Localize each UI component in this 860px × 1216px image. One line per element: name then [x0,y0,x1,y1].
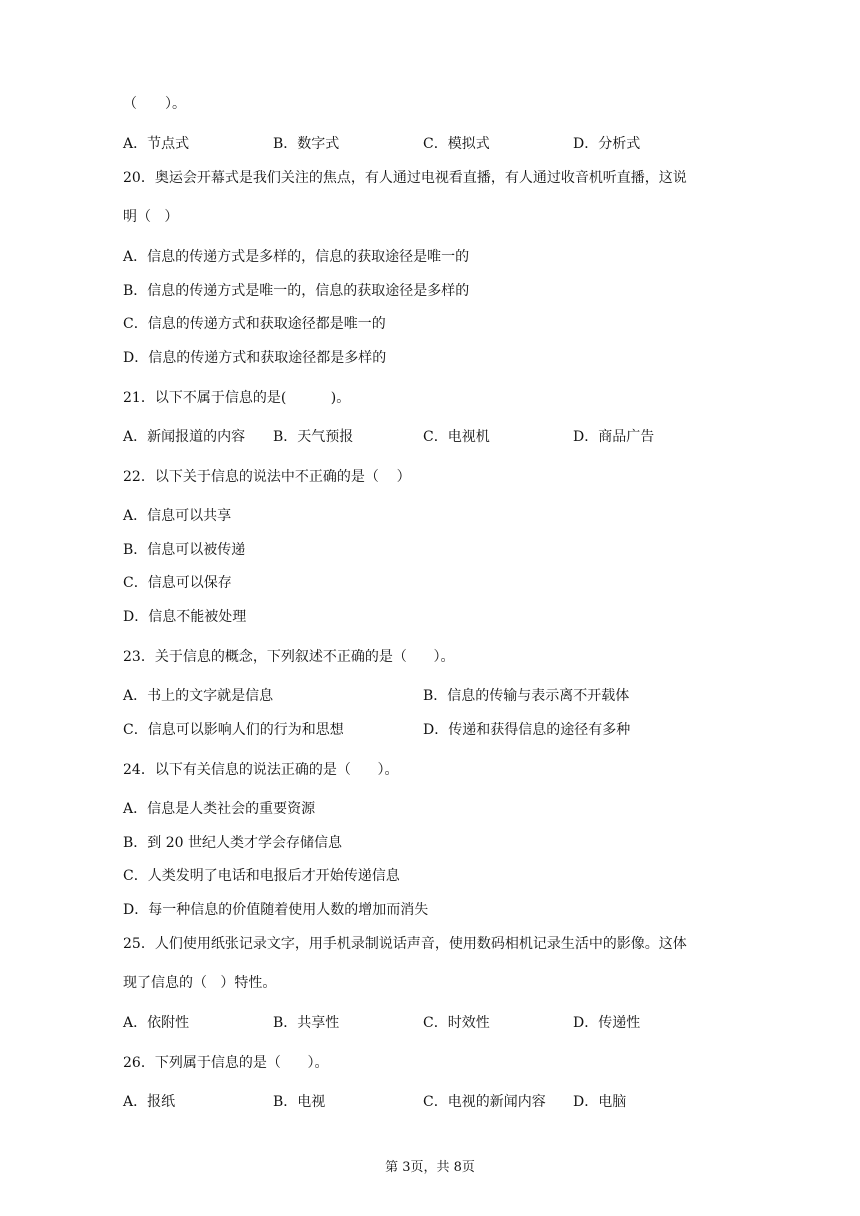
q25-option-d: D．传递性 [573,1015,641,1031]
q19-tail: （ ）。 [123,96,186,112]
q21-option-b: B．天气预报 [273,429,354,445]
q25-option-c: C．时效性 [423,1015,490,1031]
q24-stem: 24．以下有关信息的说法正确的是（ ）。 [123,762,399,778]
q20-option-a: A．信息的传递方式是多样的，信息的获取途径是唯一的 [123,249,470,265]
q23-stem: 23．关于信息的概念，下列叙述不正确的是（ ）。 [123,649,455,665]
q20-option-c: C．信息的传递方式和获取途径都是唯一的 [123,316,386,332]
q23-option-c: C．信息可以影响人们的行为和思想 [123,722,344,738]
q20-option-b: B．信息的传递方式是唯一的，信息的获取途径是多样的 [123,283,470,299]
q19-option-b: B．数字式 [273,136,340,152]
q23-option-b: B．信息的传输与表示离不开载体 [423,688,630,704]
q22-stem: 22．以下关于信息的说法中不正确的是（ ） [123,469,411,485]
q23-option-a: A．书上的文字就是信息 [123,688,274,704]
q25-stem-line1: 25．人们使用纸张记录文字，用手机录制说话声音，使用数码相机记录生活中的影像。这体 [123,936,687,952]
q24-option-a: A．信息是人类社会的重要资源 [123,801,316,817]
q22-option-c: C．信息可以保存 [123,575,232,591]
q22-option-a: A．信息可以共享 [123,508,232,524]
q25-option-a: A．依附性 [123,1015,190,1031]
q26-option-c: C．电视的新闻内容 [423,1094,546,1110]
q26-option-a: A．报纸 [123,1094,176,1110]
q25-option-b: B．共享性 [273,1015,340,1031]
q19-option-a: A．节点式 [123,136,190,152]
q26-option-b: B．电视 [273,1094,326,1110]
q24-option-c: C．人类发明了电话和电报后才开始传递信息 [123,868,400,884]
q24-option-d: D．每一种信息的价值随着使用人数的增加而消失 [123,902,429,918]
q20-option-d: D．信息的传递方式和获取途径都是多样的 [123,350,387,366]
q26-stem: 26．下列属于信息的是（ ）。 [123,1055,329,1071]
q20-stem-line2: 明（ ） [123,209,179,225]
q21-option-d: D．商品广告 [573,429,655,445]
q22-option-b: B．信息可以被传递 [123,542,246,558]
q26-option-d: D．电脑 [573,1094,627,1110]
q19-option-d: D．分析式 [573,136,641,152]
q24-option-b: B．到 20 世纪人类才学会存储信息 [123,835,343,851]
q20-stem-line1: 20．奥运会开幕式是我们关注的焦点，有人通过电视看直播，有人通过收音机听直播，这说 [123,170,687,186]
q21-option-c: C．电视机 [423,429,490,445]
q19-option-c: C．模拟式 [423,136,490,152]
q23-option-d: D．传递和获得信息的途径有多种 [423,722,631,738]
q21-stem: 21．以下不属于信息的是( )。 [123,390,351,406]
page-footer: 第 3页，共 8页 [385,1160,475,1175]
q25-stem-line2: 现了信息的（ ）特性。 [123,975,277,991]
q22-option-d: D．信息不能被处理 [123,609,247,625]
q21-option-a: A．新闻报道的内容 [123,429,246,445]
